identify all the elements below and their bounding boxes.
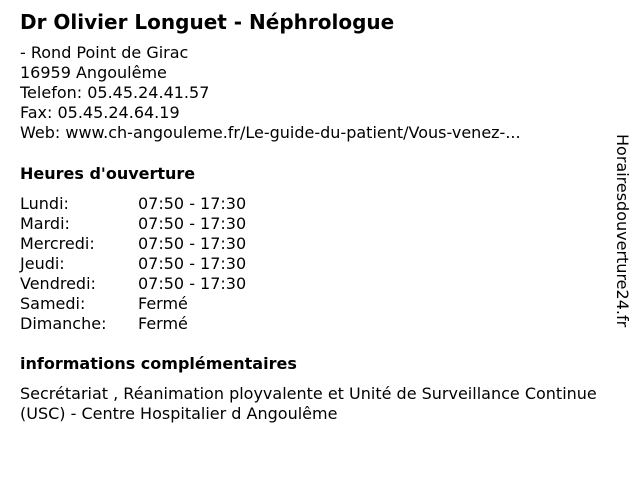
hours-time: 07:50 - 17:30 xyxy=(138,274,247,293)
page-title: Dr Olivier Longuet - Néphrologue xyxy=(20,10,395,34)
fax-number: Fax: 05.45.24.64.19 xyxy=(20,103,180,122)
hours-day: Lundi: xyxy=(20,194,69,213)
address-street: - Rond Point de Girac xyxy=(20,43,189,62)
watermark-text: Horairesdouverture24.fr xyxy=(613,134,632,328)
address-city: 16959 Angoulême xyxy=(20,63,167,82)
hours-time: 07:50 - 17:30 xyxy=(138,194,247,213)
phone-number: Telefon: 05.45.24.41.57 xyxy=(20,83,210,102)
additional-info-text: Secrétariat , Réanimation ployvalente et Unité de Surveillance Continue (USC) - Centre Hospitalier d Angoulême xyxy=(20,384,597,423)
hours-day: Vendredi: xyxy=(20,274,96,293)
hours-day: Jeudi: xyxy=(20,254,65,273)
hours-time: Fermé xyxy=(138,294,188,313)
hours-day: Dimanche: xyxy=(20,314,107,333)
hours-time: 07:50 - 17:30 xyxy=(138,254,247,273)
site-watermark xyxy=(612,134,632,344)
additional-info-heading: informations complémentaires xyxy=(20,354,297,373)
hours-day: Mardi: xyxy=(20,214,70,233)
website-link[interactable]: Web: www.ch-angouleme.fr/Le-guide-du-patient/Vous-venez-... xyxy=(20,123,521,142)
hours-day: Mercredi: xyxy=(20,234,95,253)
opening-hours-heading: Heures d'ouverture xyxy=(20,164,196,183)
hours-time: 07:50 - 17:30 xyxy=(138,214,247,233)
hours-day: Samedi: xyxy=(20,294,86,313)
hours-time: Fermé xyxy=(138,314,188,333)
hours-time: 07:50 - 17:30 xyxy=(138,234,247,253)
contact-block xyxy=(20,43,521,143)
